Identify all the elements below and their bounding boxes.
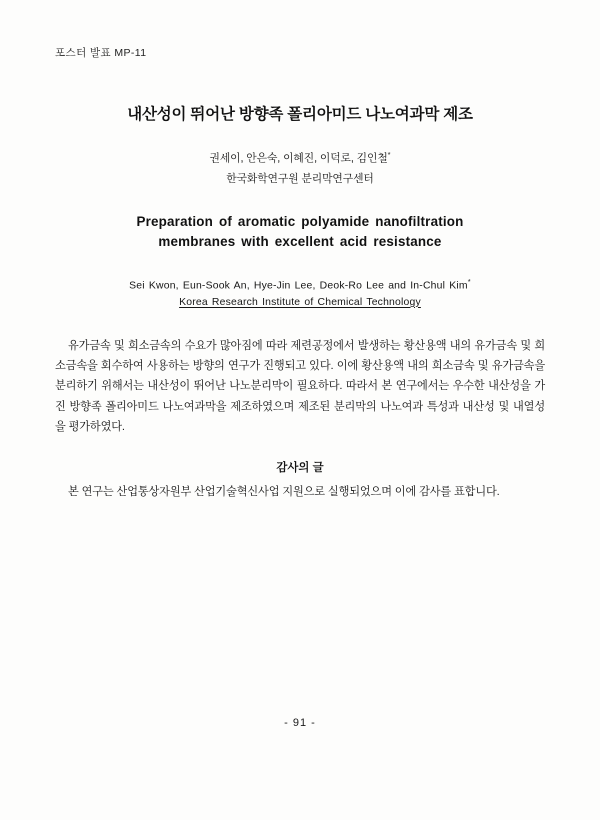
authors-english-superscript: * — [467, 277, 471, 287]
title-korean: 내산성이 뛰어난 방향족 폴리아미드 나노여과막 제조 — [127, 106, 473, 123]
page-content — [55, 45, 545, 775]
authors-korean-text: 권세이, 안은숙, 이혜진, 이덕로, 김인철 — [209, 152, 388, 165]
acknowledgement-heading: 감사의 글 — [276, 462, 324, 475]
affiliation-korean: 한국화학연구원 분리막연구센터 — [226, 172, 374, 185]
authors-korean — [55, 150, 545, 166]
running-header: 포스터 발표 MP-11 — [55, 47, 147, 59]
title-english-line1: Preparation of aromatic polyamide nanofiltration — [136, 213, 464, 229]
title-english-line2: membranes with excellent acid resistance — [158, 234, 442, 250]
authors-english — [55, 277, 545, 291]
title-english — [55, 212, 545, 254]
page-number: - 91 - — [284, 717, 316, 729]
authors-korean-superscript: * — [387, 150, 391, 159]
abstract-paragraph: 유가금속 및 희소금속의 수요가 많아짐에 따라 제련공정에서 발생하는 황산용액 내의 유가금속 및 희소금속을 회수하여 사용하는 방향의 연구가 진행되고 있다. 이에 황산용액 내의 희소금속 및 유가금속을 분리하기 위해서는 내산성이 뛰어난 나노분리막이 필요하다. 따라서 본 연구에서는 우수한 내산성을 가진 방향족 폴리아미드 나노여과막을 제조하였으며 제조된 분리막의 나노여과 특성과 내산성 및 내열성을 평가하였다. — [55, 339, 545, 434]
affiliation-english-text: Korea Research Institute of Chemical Technology — [179, 296, 421, 308]
authors-english-text: Sei Kwon, Eun-Sook An, Hye-Jin Lee, Deok-Ro Lee and In-Chul Kim — [129, 280, 468, 292]
acknowledgement-paragraph: 본 연구는 산업통상자원부 산업기술혁신사업 지원으로 실행되었으며 이에 감사를 표합니다. — [68, 486, 500, 499]
affiliation-english — [55, 297, 545, 308]
